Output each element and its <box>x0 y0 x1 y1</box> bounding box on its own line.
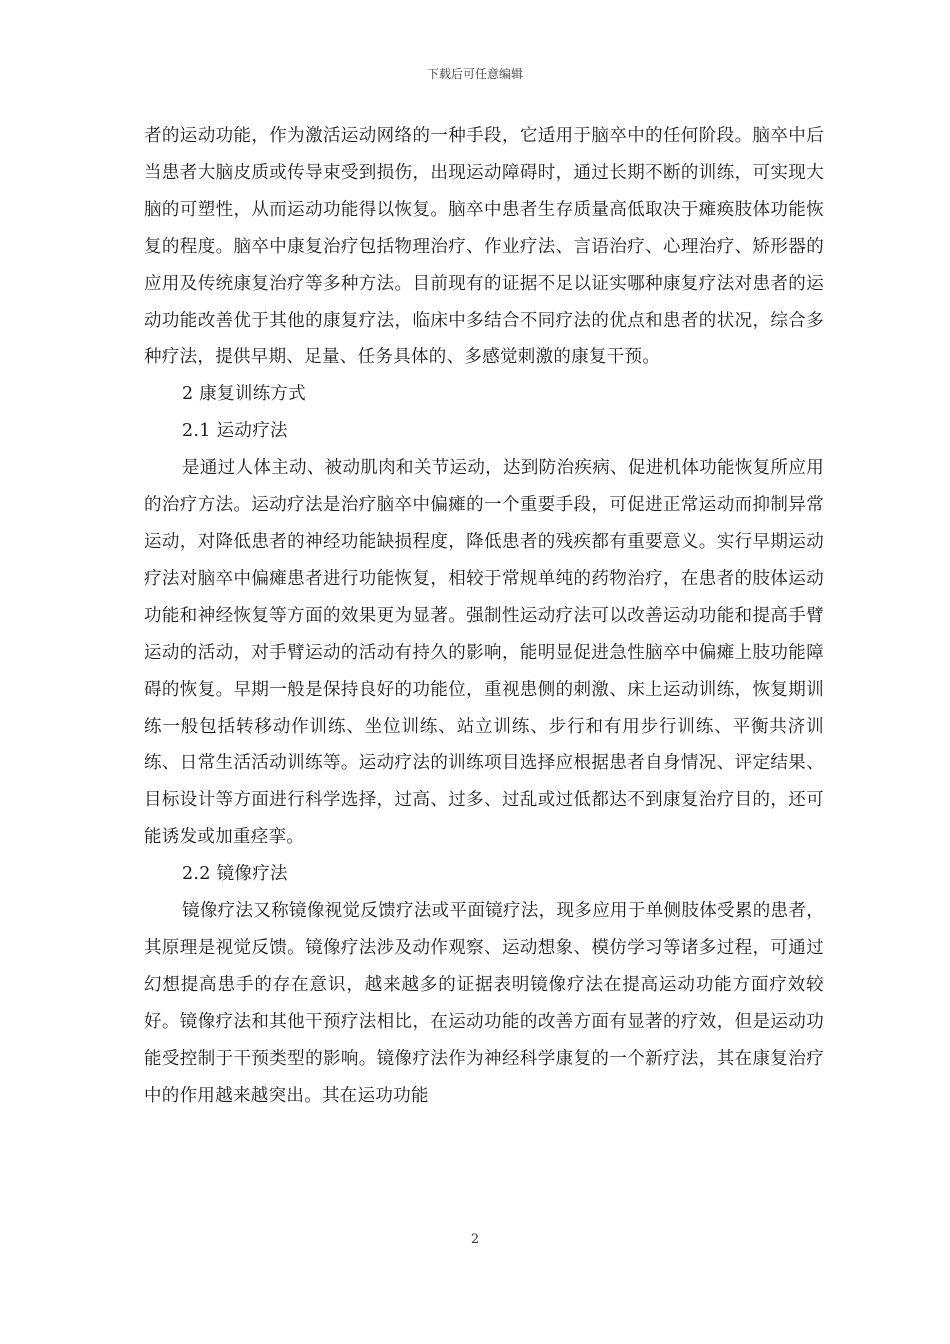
document-body <box>144 118 824 1114</box>
page-number: 2 <box>470 1232 480 1247</box>
paragraph-intro: 者的运动功能，作为激活运动网络的一种手段，它适用于脑卒中的任何阶段。脑卒中后当患者大脑皮质或传导束受到损伤，出现运动障碍时，通过长期不断的训练，可实现大脑的可塑性，从而运动功能得以恢复。脑卒中患者生存质量高低取决于瘫痪肢体功能恢复的程度。脑卒中康复治疗包括物理治疗、作业疗法、言语治疗、心理治疗、矫形器的应用及传统康复治疗等多种方法。目前现有的证据不足以证实哪种康复疗法对患者的运动功能改善优于其他的康复疗法，临床中多结合不同疗法的优点和患者的状况，综合多种疗法，提供早期、足量、任务具体的、多感觉刺激的康复干预。 <box>144 126 824 368</box>
subsection-heading-2-1: 2.1 运动疗法 <box>182 421 288 442</box>
paragraph-mirror-therapy: 镜像疗法又称镜像视觉反馈疗法或平面镜疗法，现多应用于单侧肢体受累的患者，其原理是视觉反馈。镜像疗法涉及动作观察、运动想象、模仿学习等诸多过程，可通过幻想提高患手的存在意识，越来越多的证据表明镜像疗法在提高运动功能方面疗效较好。镜像疗法和其他干预疗法相比，在运动功能的改善方面有显著的疗效，但是运动功能受控制于干预类型的影响。镜像疗法作为神经科学康复的一个新疗法，其在康复治疗中的作用越来越突出。其在运功功能 <box>144 901 824 1106</box>
page-header-note: 下载后可任意编辑 <box>426 67 523 81</box>
section-heading-2: 2 康复训练方式 <box>182 384 307 405</box>
paragraph-exercise-therapy: 是通过人体主动、被动肌肉和关节运动，达到防治疾病、促进机体功能恢复所应用的治疗方法。运动疗法是治疗脑卒中偏瘫的一个重要手段，可促进正常运动而抑制异常运动，对降低患者的神经功能缺损程度，降低患者的残疾都有重要意义。实行早期运动疗法对脑卒中偏瘫患者进行功能恢复，相较于常规单纯的药物治疗，在患者的肢体运动功能和神经恢复等方面的效果更为显著。强制性运动疗法可以改善运动功能和提高手臂运动的活动，对手臂运动的活动有持久的影响，能明显促进急性脑卒中偏瘫上肢功能障碍的恢复。早期一般是保持良好的功能位，重视患侧的刺激、床上运动训练，恢复期训练一般包括转移动作训练、坐位训练、站立训练、步行和有用步行训练、平衡共济训练、日常生活活动训练等。运动疗法的训练项目选择应根据患者自身情况、评定结果、目标设计等方面进行科学选择，过高、过多、过乱或过低都达不到康复治疗目的，还可能诱发或加重痉挛。 <box>144 458 824 848</box>
subsection-heading-2-2: 2.2 镜像疗法 <box>182 864 288 885</box>
